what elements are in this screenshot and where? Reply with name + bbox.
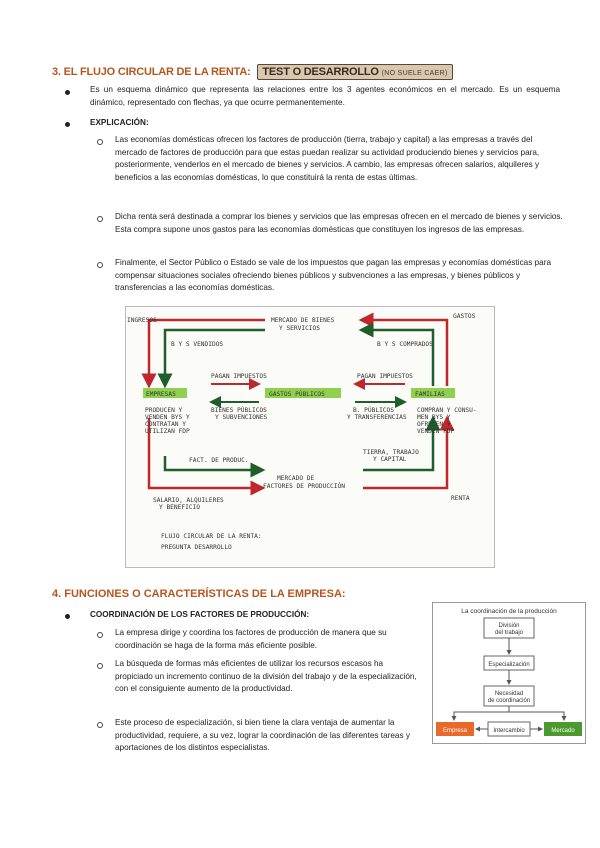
intercambio-label: Intercambio — [493, 728, 525, 734]
necesidad-label-2: de coordinación — [487, 698, 531, 704]
mercado-bienes-label-1: MERCADO DE BIENES — [271, 317, 335, 324]
coordinacion-label: COORDINACIÓN DE LOS FACTORES DE PRODUCCIÓN: — [90, 610, 310, 619]
tierra-label-2: Y CAPITAL — [373, 456, 407, 463]
section-number: 3. — [52, 66, 61, 78]
section-title: EL FLUJO CIRCULAR DE LA RENTA: — [63, 66, 251, 78]
empresas-desc-2: VENDEN BYS Y — [145, 414, 190, 421]
caption-line-1: FLUJO CIRCULAR DE LA RENTA: — [161, 533, 262, 540]
empresas-desc-1: PRODUCEN Y — [145, 407, 183, 414]
pagan-impuestos-left-label: PAGAN IMPUESTOS — [211, 373, 267, 380]
bullet-icon — [65, 122, 70, 127]
sub-bullet-icon — [97, 262, 103, 268]
familias-desc-4: VENDEN FDP — [417, 428, 455, 435]
sub-bullet-icon — [97, 632, 103, 638]
section-3-heading — [52, 64, 453, 80]
sub-bullet-icon — [97, 216, 103, 222]
familias-desc-1: COMPRAN Y CONSU- — [417, 407, 477, 414]
sub-bullet-icon — [97, 722, 103, 728]
circular-flow-diagram — [125, 306, 495, 568]
empresa-label: Empresa — [442, 728, 468, 734]
bys-comprados-label: B Y S COMPRADOS — [377, 341, 433, 348]
especializacion-label: Especialización — [488, 662, 530, 668]
badge-note: (NO SUELE CAER) — [381, 70, 448, 77]
empresas-desc-3: CONTRATAN Y — [145, 421, 186, 428]
gastos-label: GASTOS — [453, 313, 476, 320]
explicacion-paragraph-2: Dicha renta será destinada a comprar los bienes y servicios que las empresas ofrecen en el mercado de bienes y servicios. Esta compra supone unos gastos para las economías domésticas que constituyen los ingresos de las empresas. — [115, 212, 563, 234]
coordinacion-paragraph-1: La empresa dirige y coordina los factores de producción de manera que su coordinación se haga de la forma más eficiente posible. — [115, 628, 387, 650]
bienes-publicos-label-2: Y SUBVENCIONES — [215, 414, 268, 421]
renta-label: RENTA — [451, 495, 470, 502]
coordinacion-diagram — [432, 602, 586, 744]
salario-label-1: SALARIO, ALQUILERES — [153, 497, 224, 504]
familias-desc-3: OFRECEN Y — [417, 421, 451, 428]
mercado-bienes-label-2: Y SERVICIOS — [279, 325, 320, 332]
division-label-2: del trabajo — [494, 630, 524, 636]
ingresos-label: INGRESOS — [127, 317, 157, 324]
section-title: FUNCIONES O CARACTERÍSTICAS DE LA EMPRESA: — [64, 588, 346, 600]
bys-vendidos-label: B Y S VENDIDOS — [171, 341, 224, 348]
sub-bullet-icon — [97, 139, 103, 145]
familias-desc-2: MEN BYS Y — [417, 414, 451, 421]
exam-badge — [257, 64, 452, 80]
pagan-impuestos-right-label: PAGAN IMPUESTOS — [357, 373, 413, 380]
explicacion-paragraph-1: Las economías domésticas ofrecen los factores de producción (tierra, trabajo y capital) a las empresas a través del mercado de factores de producción para que estas puedan realizar su actividad produciendo bienes y servicios para, posteriormente, venderlos en el mercado de bienes y servicios. A cambio, las empresas ofrecen salarios, alquileres y beneficios a las economías domésticas, lo que constituirá la renta de estas últimas. — [115, 135, 540, 182]
caption-line-2: PREGUNTA DESARROLLO — [161, 544, 232, 551]
mercado-label: Mercado — [551, 728, 575, 734]
coordinacion-paragraph-3: Este proceso de especialización, si bien tiene la clara ventaja de aumentar la productividad, requiere, a su vez, lograr la coordinación de las diferentes tareas y aportaciones de los distintos especialistas. — [115, 718, 410, 753]
bullet-icon — [65, 90, 70, 95]
mercado-factores-label-2: FACTORES DE PRODUCCIÓN — [263, 483, 345, 490]
tierra-label-1: TIERRA, TRABAJO — [363, 449, 419, 456]
section-number: 4. — [52, 588, 62, 600]
badge-label: TEST O DESARROLLO — [262, 66, 379, 78]
section-4-heading — [52, 588, 346, 600]
explicacion-label: EXPLICACIÓN: — [90, 118, 149, 127]
bienes-publicos-label-1: BIENES PÚBLICOS — [211, 407, 267, 414]
bullet-icon — [65, 614, 70, 619]
empresas-label: EMPRESAS — [146, 391, 176, 398]
b-publicos-label-1: B. PÚBLICOS — [353, 407, 394, 414]
explicacion-paragraph-3: Finalmente, el Sector Público o Estado se vale de los impuestos que pagan las empresas y economías domésticas para compensar situaciones sociales ofreciendo bienes públicos y subvenciones a las empresas, y bienes públicos y transferencias a las economías domésticas. — [115, 258, 551, 293]
division-label-1: División — [498, 623, 520, 629]
coord-title: La coordinación de la producción — [461, 608, 557, 615]
empresas-desc-4: UTILIZAN FDP — [145, 428, 190, 435]
mercado-factores-label-1: MERCADO DE — [277, 475, 315, 482]
intro-paragraph: Es un esquema dinámico que representa las relaciones entre los 3 agentes económicos en el mercado. Es un esquema dinámico, representado con flechas, ya que ocurre permanentemente. — [90, 85, 560, 107]
b-publicos-label-2: Y TRANSFERENCIAS — [347, 414, 407, 421]
familias-label: FAMILIAS — [415, 391, 445, 398]
coordinacion-paragraph-2: La búsqueda de formas más eficientes de utilizar los recursos escasos ha propiciado un incremento continuo de la división del trabajo y de la especialización, con el consiguiente aumento de la productividad. — [115, 659, 417, 694]
sub-bullet-icon — [97, 663, 103, 669]
gastos-publicos-label: GASTOS PÚBLICOS — [269, 391, 325, 398]
necesidad-label-1: Necesidad — [494, 691, 524, 697]
salario-label-2: Y BENEFICIO — [159, 504, 200, 511]
fdp-label: FACT. DE PRODUC. — [189, 457, 249, 464]
